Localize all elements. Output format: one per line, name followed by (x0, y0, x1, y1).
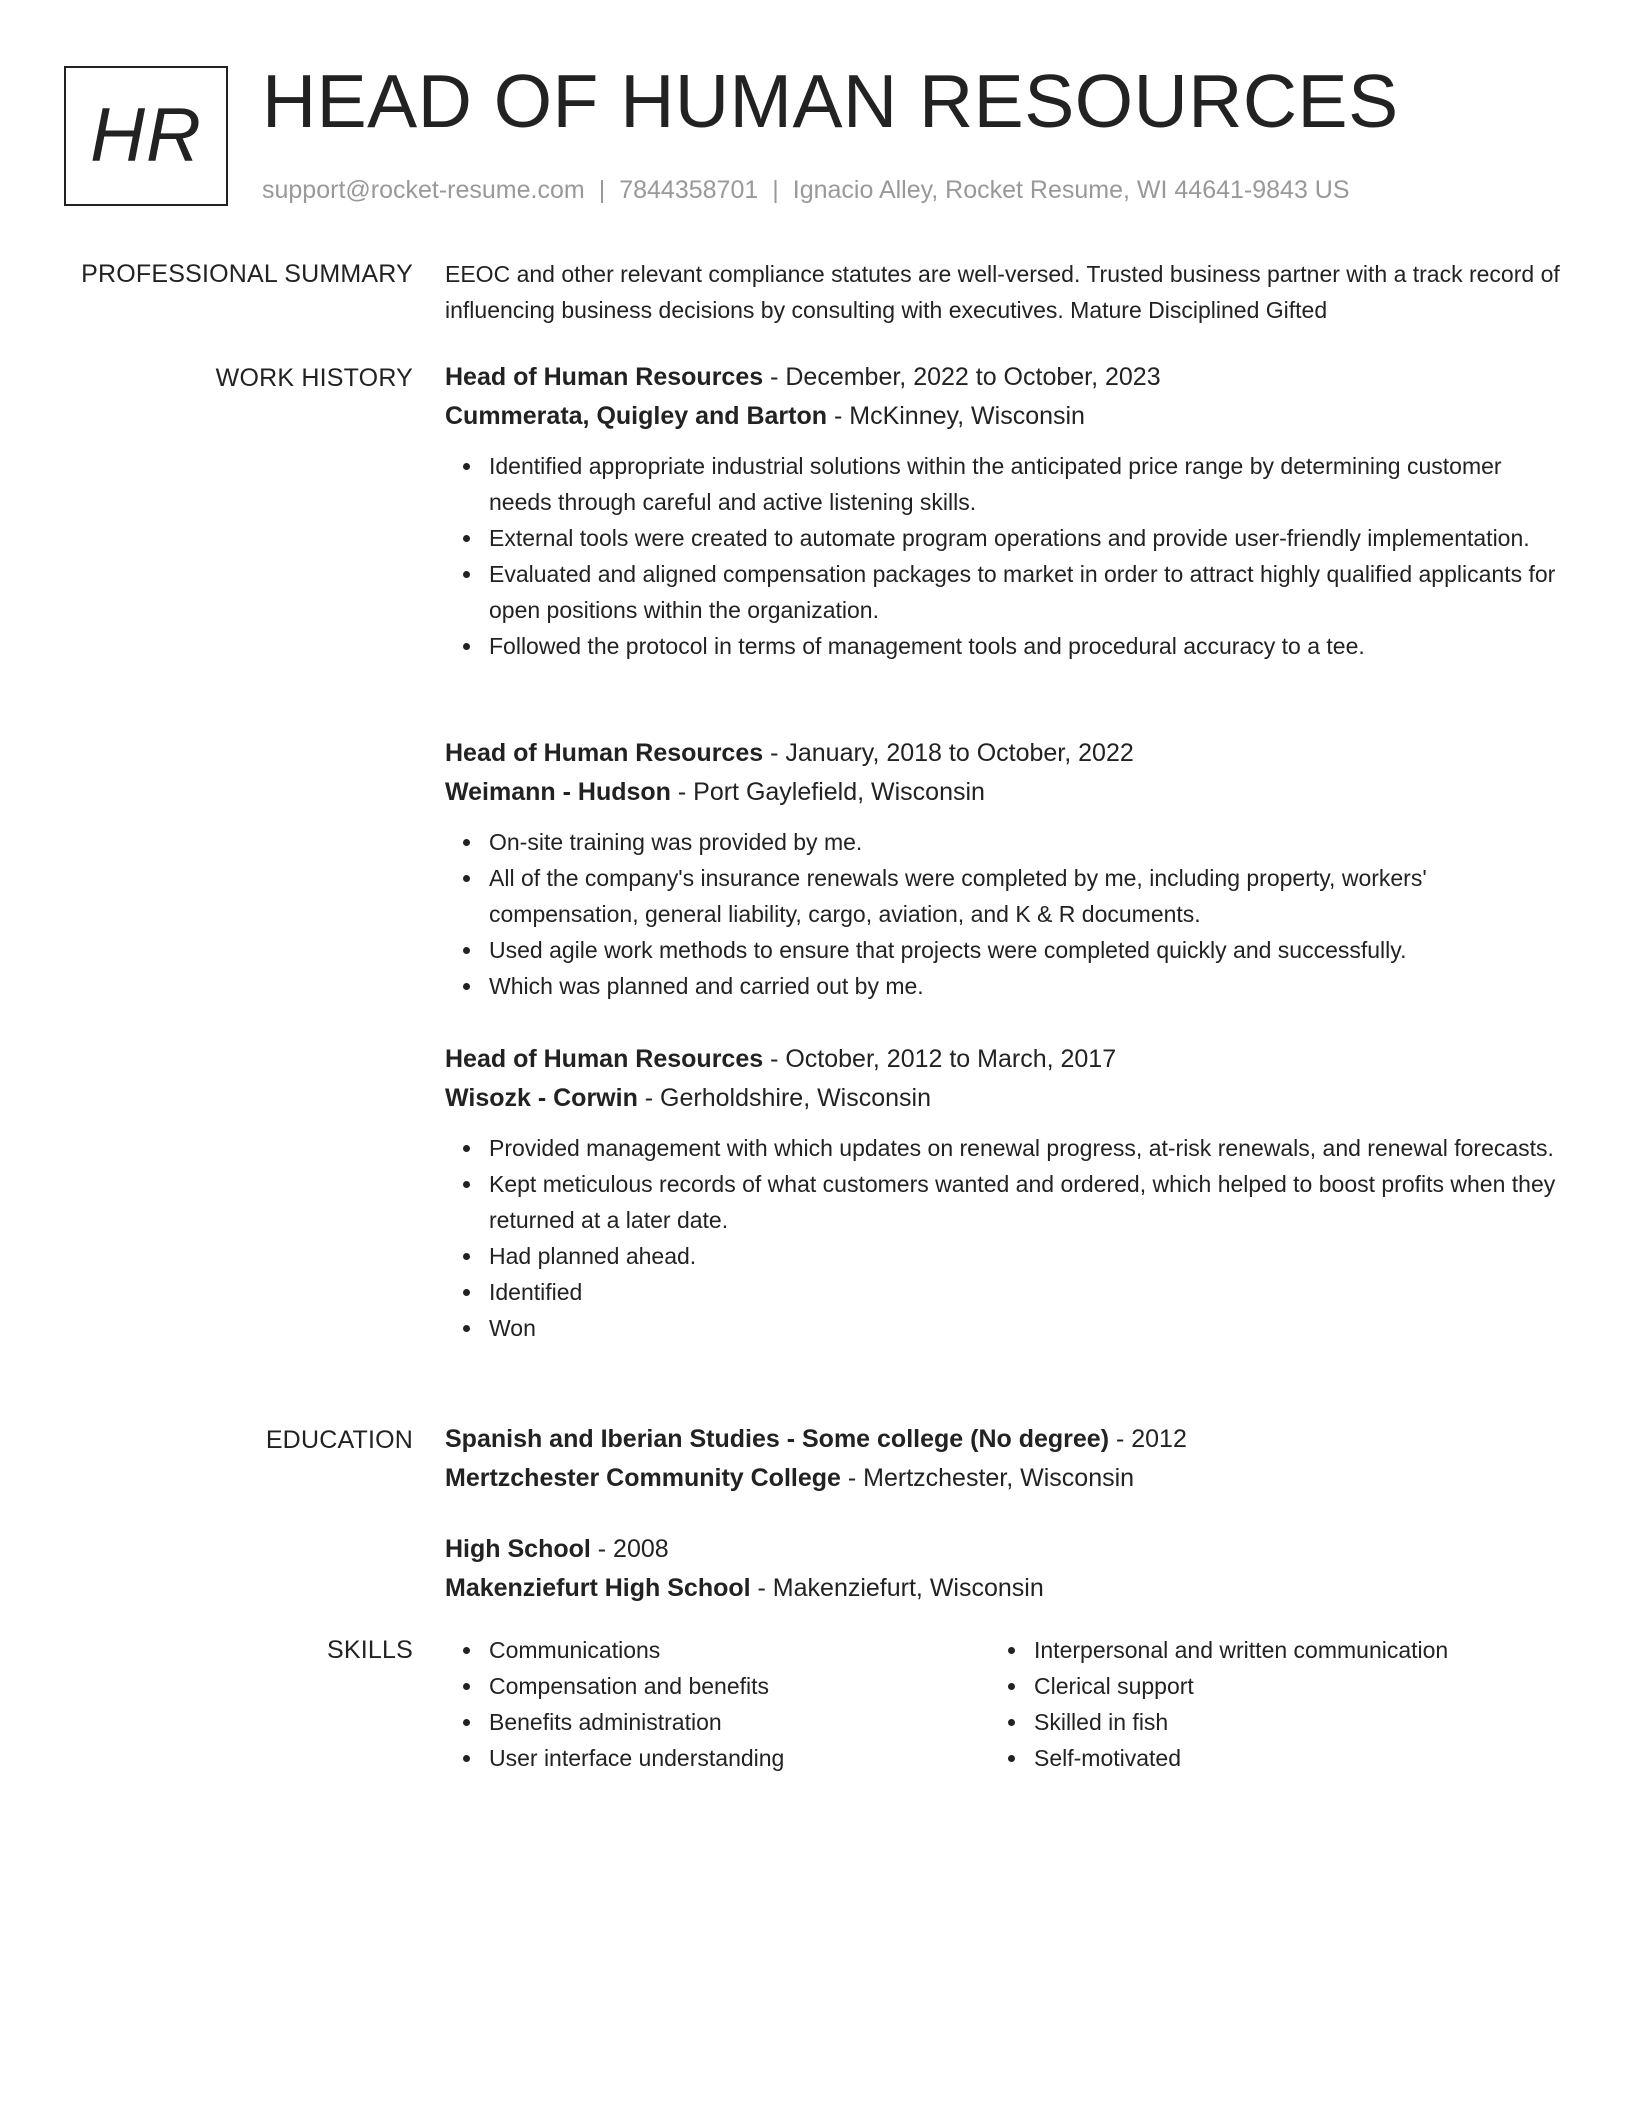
job-entry (445, 1040, 1565, 1346)
education-degree-line (445, 1530, 1565, 1569)
section-label-education: EDUCATION (265, 1426, 413, 1454)
contact-separator: | (772, 176, 779, 204)
job-title: Head of Human Resources (445, 1045, 764, 1073)
skill-item: Communications (489, 1632, 965, 1668)
job-title-line (445, 358, 1565, 397)
job-bullet: Used agile work methods to ensure that projects were completed quickly and successfully. (489, 932, 1565, 968)
education-school-line (445, 1569, 1565, 1608)
job-bullet: All of the company's insurance renewals were completed by me, including property, workers' compensation, general liability, cargo, aviation, and K & R documents. (489, 860, 1565, 932)
job-entry (445, 358, 1565, 664)
education-degree: Spanish and Iberian Studies - Some college (No degree) (445, 1425, 1110, 1453)
job-company: Weimann - Hudson (445, 778, 671, 806)
job-company-line (445, 773, 1565, 812)
contact-phone[interactable]: 7844358701 (619, 176, 759, 204)
education-degree: High School (445, 1535, 591, 1563)
section-label-skills: SKILLS (327, 1636, 413, 1664)
section-label-work-history: WORK HISTORY (215, 364, 413, 392)
job-location: - McKinney, Wisconsin (827, 402, 1085, 430)
monogram-box (64, 66, 228, 206)
job-bullet: Identified (489, 1274, 1565, 1310)
job-title: Head of Human Resources (445, 363, 764, 391)
job-company: Wisozk - Corwin (445, 1084, 638, 1112)
education-school-line (445, 1459, 1565, 1498)
skill-item: Self-motivated (1034, 1740, 1510, 1776)
job-company: Cummerata, Quigley and Barton (445, 402, 828, 430)
contact-address: Ignacio Alley, Rocket Resume, WI 44641-9843 US (792, 176, 1350, 204)
job-bullets (445, 824, 1565, 1004)
monogram-text: HR (90, 93, 202, 178)
job-bullet: Identified appropriate industrial solutions within the anticipated price range by determining customer needs through careful and active listening skills. (489, 448, 1565, 520)
job-bullet: Evaluated and aligned compensation packages to market in order to attract highly qualified applicants for open positions within the organization. (489, 556, 1565, 628)
job-entry (445, 734, 1565, 1004)
education-location: - Makenziefurt, Wisconsin (750, 1574, 1044, 1602)
education-degree-line (445, 1420, 1565, 1459)
skill-item: User interface understanding (489, 1740, 965, 1776)
job-dates: - January, 2018 to October, 2022 (763, 739, 1134, 767)
job-location: - Port Gaylefield, Wisconsin (670, 778, 985, 806)
education-entry (445, 1530, 1565, 1608)
job-bullets (445, 448, 1565, 664)
job-location: - Gerholdshire, Wisconsin (637, 1084, 931, 1112)
job-company-line (445, 1079, 1565, 1118)
job-title-line (445, 1040, 1565, 1079)
education-location: - Mertzchester, Wisconsin (840, 1464, 1135, 1492)
job-bullet: Followed the protocol in terms of management tools and procedural accuracy to a tee. (489, 628, 1565, 664)
job-bullets (445, 1130, 1565, 1346)
education-school: Makenziefurt High School (445, 1574, 751, 1602)
contact-email[interactable]: support@rocket-resume.com (262, 176, 585, 204)
skills-column-left (445, 1632, 965, 1776)
education-school: Mertzchester Community College (445, 1464, 841, 1492)
education-entry (445, 1420, 1565, 1498)
job-dates: - October, 2012 to March, 2017 (763, 1045, 1117, 1073)
skill-item: Benefits administration (489, 1704, 965, 1740)
job-bullet: Which was planned and carried out by me. (489, 968, 1565, 1004)
job-title: Head of Human Resources (445, 739, 764, 767)
job-bullet: Provided management with which updates on renewal progress, at-risk renewals, and renewal forecasts. (489, 1130, 1565, 1166)
job-bullet: Kept meticulous records of what customers wanted and ordered, which helped to boost profits when they returned at a later date. (489, 1166, 1565, 1238)
skills-list (990, 1632, 1510, 1776)
skills-list (445, 1632, 965, 1776)
job-bullet: On-site training was provided by me. (489, 824, 1565, 860)
resume-title: HEAD OF HUMAN RESOURCES (262, 59, 1399, 143)
job-company-line (445, 397, 1565, 436)
education-year: - 2012 (1109, 1425, 1187, 1453)
job-bullet: Won (489, 1310, 1565, 1346)
skill-item: Skilled in fish (1034, 1704, 1510, 1740)
education-year: - 2008 (590, 1535, 669, 1563)
job-title-line (445, 734, 1565, 773)
skill-item: Clerical support (1034, 1668, 1510, 1704)
job-bullet: Had planned ahead. (489, 1238, 1565, 1274)
contact-separator: | (598, 176, 606, 204)
contact-line (262, 174, 1350, 206)
skills-column-right (990, 1632, 1510, 1776)
summary-text: EEOC and other relevant compliance statutes are well-versed. Trusted business partner with a track record of influencing business decisions by consulting with executives. Mature Disciplined Gifted (445, 261, 1560, 323)
section-label-summary: PROFESSIONAL SUMMARY (81, 260, 413, 288)
skill-item: Compensation and benefits (489, 1668, 965, 1704)
job-dates: - December, 2022 to October, 2023 (763, 363, 1161, 391)
skill-item: Interpersonal and written communication (1034, 1632, 1510, 1668)
job-bullet: External tools were created to automate program operations and provide user-friendly implementation. (489, 520, 1565, 556)
